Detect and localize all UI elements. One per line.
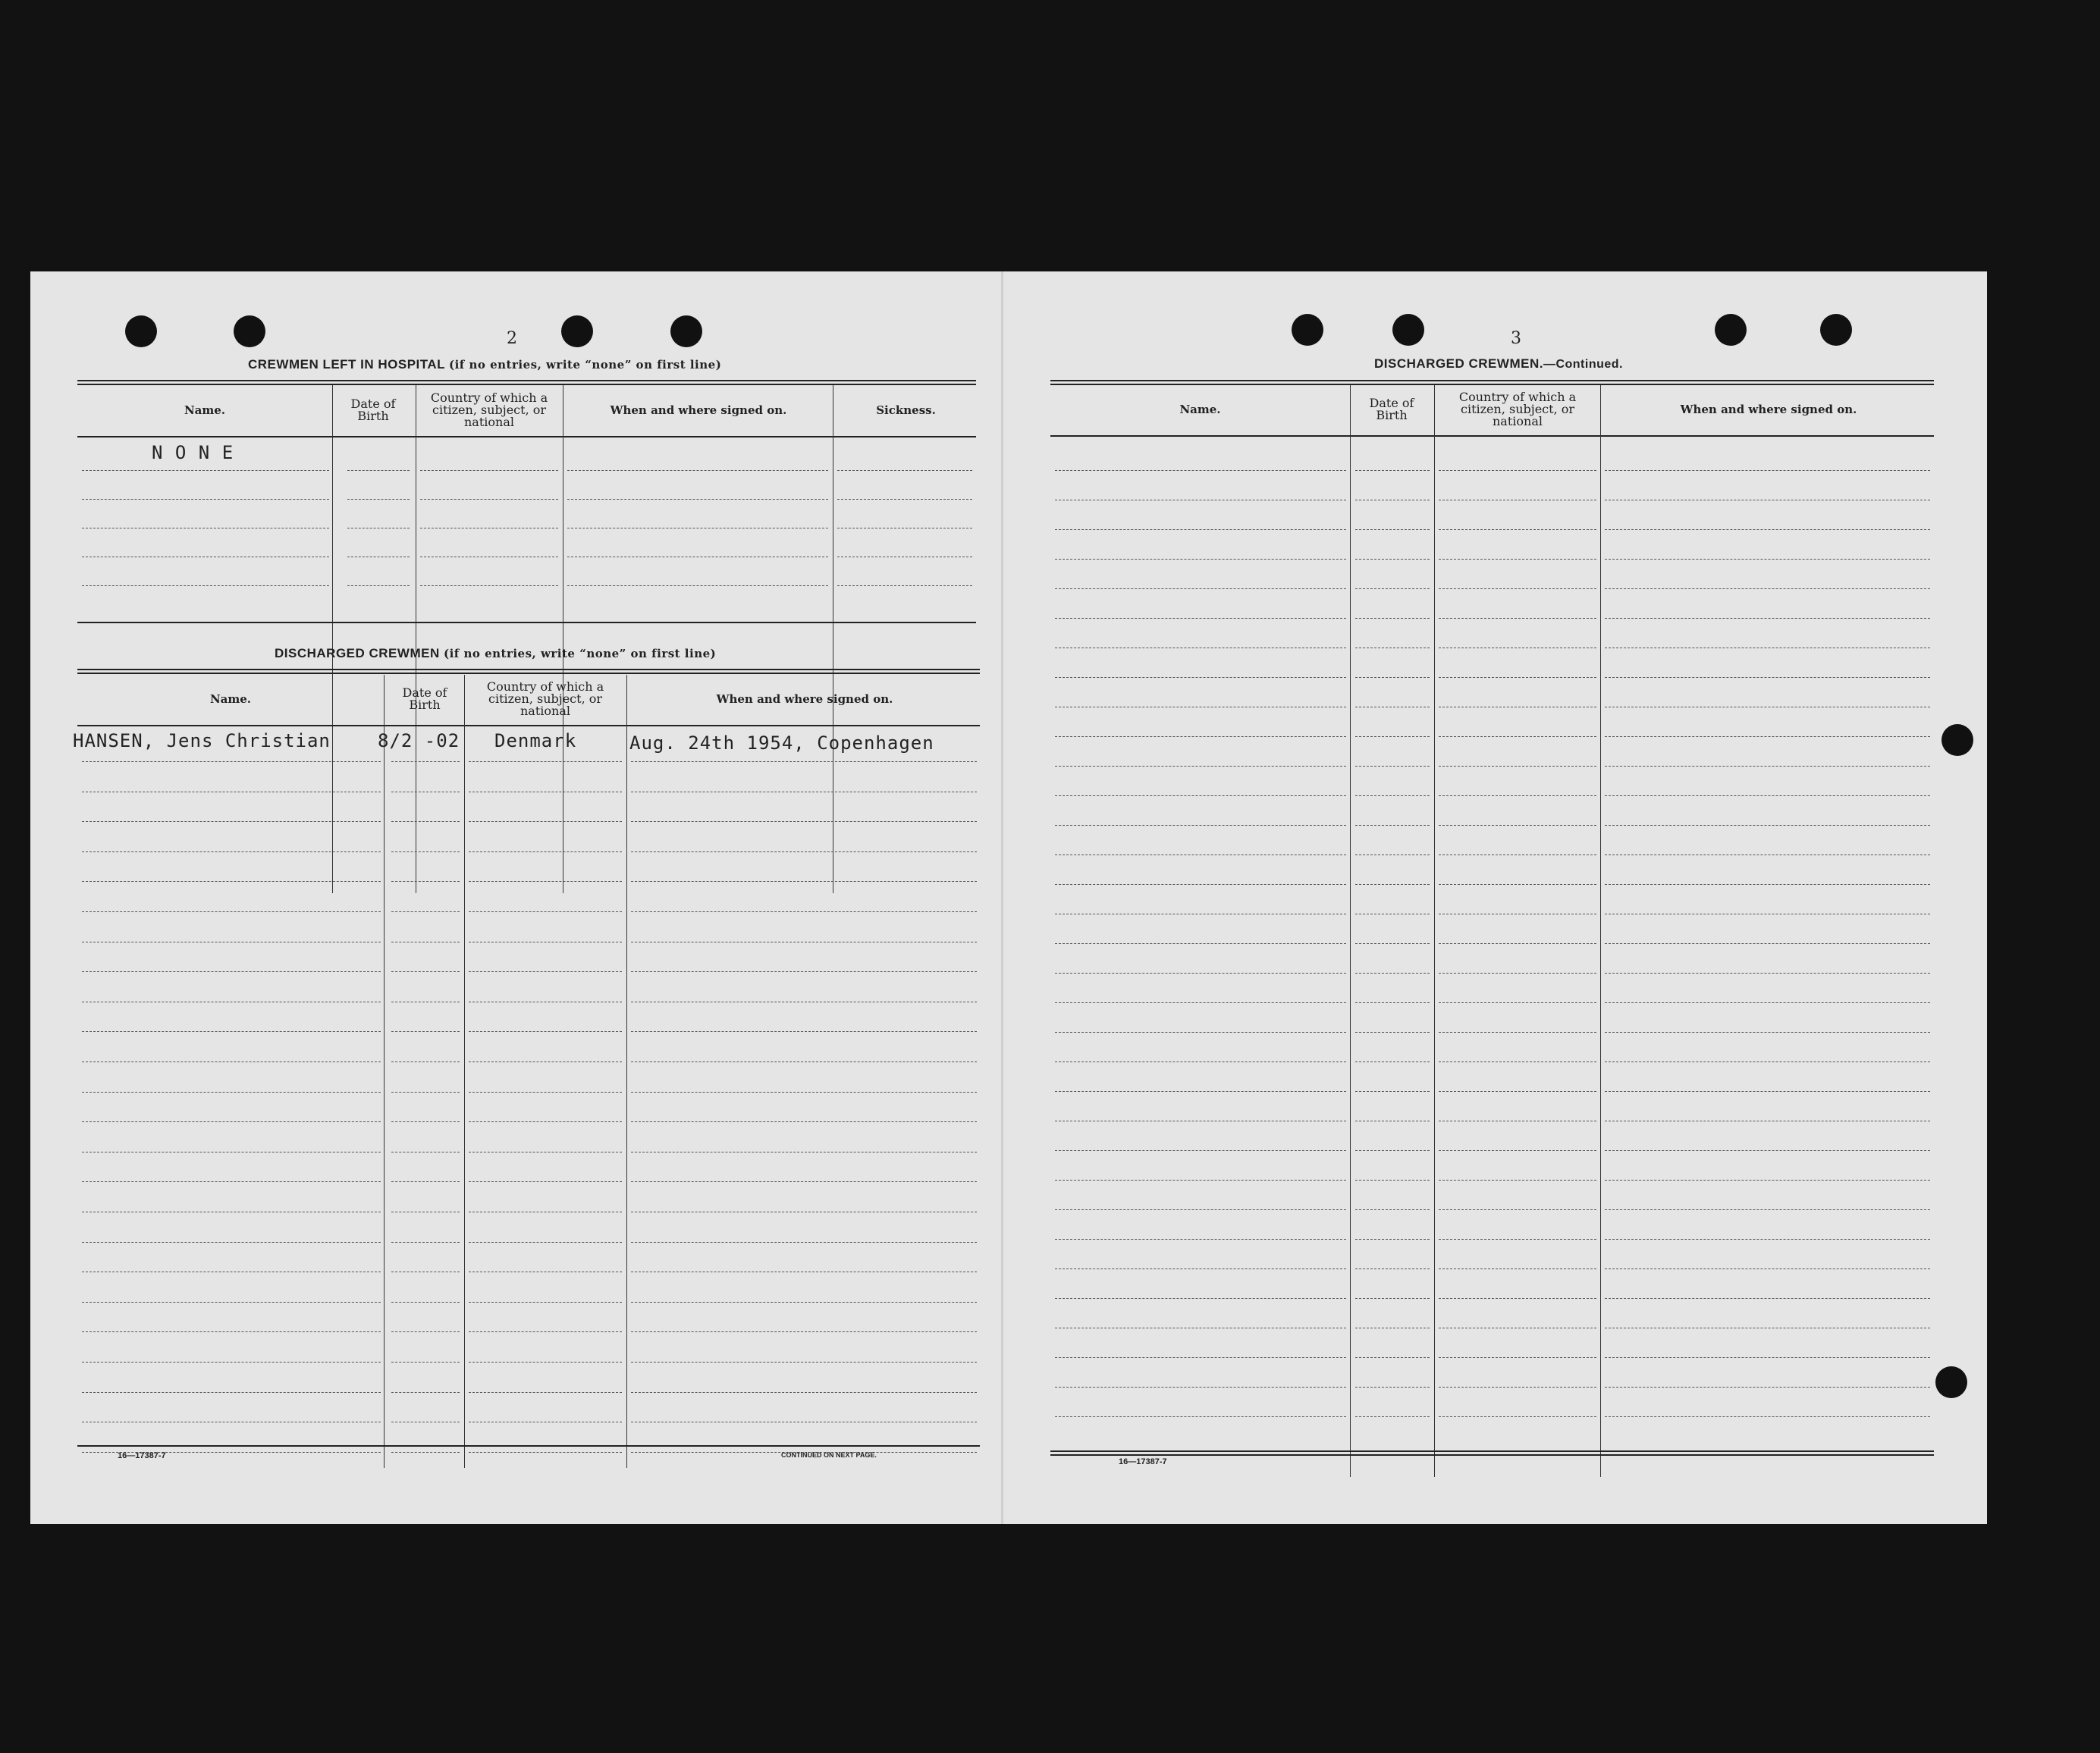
ruled-line	[391, 1452, 460, 1453]
right-col-dob: Date of Birth	[1369, 396, 1414, 422]
ruled-line	[1055, 1002, 1346, 1003]
discharged-title-note: (if no entries, write “none” on first line)	[443, 647, 717, 660]
ruled-line	[391, 821, 460, 822]
ruled-line	[82, 1031, 381, 1032]
ruled-line	[631, 1392, 977, 1393]
ruled-line	[469, 1121, 622, 1122]
ruled-line	[82, 911, 381, 912]
ruled-line	[469, 821, 622, 822]
ruled-line	[1055, 470, 1346, 471]
punch-hole	[1715, 314, 1747, 346]
ruled-line	[1439, 1209, 1596, 1210]
right-col-signed: When and where signed on.	[1680, 402, 1857, 416]
ruled-line	[420, 470, 558, 471]
ruled-line	[82, 499, 329, 500]
ruled-line	[82, 1181, 381, 1182]
ruled-line	[469, 881, 622, 882]
ruled-line	[391, 1362, 460, 1363]
discharged-col-divider	[626, 675, 627, 1468]
ruled-line	[82, 971, 381, 972]
ruled-line	[1439, 1091, 1596, 1092]
hospital-entry-none: N O N E	[152, 442, 234, 463]
ruled-line	[1439, 559, 1596, 560]
ruled-line	[420, 499, 558, 500]
page-fold	[1001, 271, 1003, 1524]
ruled-line	[631, 1302, 977, 1303]
right-col-divider	[1350, 385, 1351, 1477]
ruled-line	[82, 1392, 381, 1393]
ruled-line	[1605, 884, 1930, 885]
ruled-line	[469, 1302, 622, 1303]
ruled-line	[1439, 1298, 1596, 1299]
page-number: 3	[1511, 329, 1521, 348]
ruled-line	[631, 851, 977, 852]
ruled-line	[631, 1121, 977, 1122]
ruled-line	[1355, 677, 1430, 678]
ruled-line	[1055, 1239, 1346, 1240]
ruled-line	[837, 470, 972, 471]
ruled-line	[1355, 529, 1430, 530]
ruled-line	[1439, 1150, 1596, 1151]
ruled-line	[347, 470, 410, 471]
discharged-row1-dob: 8/2 -02	[378, 730, 460, 751]
ruled-line	[391, 881, 460, 882]
ruled-line	[1055, 1091, 1346, 1092]
ruled-line	[1055, 884, 1346, 885]
ruled-line	[1605, 529, 1930, 530]
ruled-line	[391, 1181, 460, 1182]
ruled-line	[420, 585, 558, 586]
ruled-line	[631, 971, 977, 972]
ruled-line	[1605, 588, 1930, 589]
discharged-col-divider	[384, 675, 385, 1468]
ruled-line	[1605, 559, 1930, 560]
ruled-line	[631, 1031, 977, 1032]
ruled-line	[631, 1181, 977, 1182]
ruled-line	[1055, 736, 1346, 737]
ruled-line	[1355, 1091, 1430, 1092]
ruled-line	[1055, 766, 1346, 767]
ruled-line	[1439, 1268, 1596, 1269]
discharged-col-signed: When and where signed on.	[716, 691, 893, 706]
ruled-line	[1605, 1416, 1930, 1417]
ruled-line	[1605, 618, 1930, 619]
ruled-line	[1355, 559, 1430, 560]
ruled-line	[469, 1452, 622, 1453]
ruled-line	[1055, 1416, 1346, 1417]
punch-hole	[561, 315, 593, 347]
ruled-line	[82, 881, 381, 882]
ruled-line	[1355, 766, 1430, 767]
ruled-line	[1439, 884, 1596, 885]
ruled-line	[82, 585, 329, 586]
ruled-line	[1355, 736, 1430, 737]
ruled-line	[1439, 825, 1596, 826]
ruled-line	[1055, 618, 1346, 619]
ruled-line	[1439, 677, 1596, 678]
ruled-line	[469, 1181, 622, 1182]
ruled-line	[82, 470, 329, 471]
ruled-line	[82, 821, 381, 822]
ruled-line	[1605, 1298, 1930, 1299]
ruled-line	[631, 911, 977, 912]
ruled-line	[1355, 1180, 1430, 1181]
discharged-row1-signed: Aug. 24th 1954, Copenhagen	[629, 732, 934, 754]
ruled-line	[82, 1331, 381, 1332]
ruled-line	[1355, 1357, 1430, 1358]
ruled-line	[1055, 677, 1346, 678]
right-bottom-rule	[1050, 1450, 1934, 1456]
ruled-line	[1055, 1357, 1346, 1358]
ruled-line	[1055, 1150, 1346, 1151]
ruled-line	[1355, 1002, 1430, 1003]
discharged-top-rule	[77, 669, 980, 674]
form-number: 16—17387-7	[1119, 1457, 1167, 1466]
ruled-line	[1605, 973, 1930, 974]
discharged-continued-title-note: —Continued.	[1543, 358, 1623, 371]
ruled-line	[837, 499, 972, 500]
discharged-row1-name: HANSEN, Jens Christian	[73, 730, 331, 751]
ruled-line	[1605, 1002, 1930, 1003]
ruled-line	[1055, 943, 1346, 944]
discharged-col-country: Country of which a citizen, subject, or national	[486, 679, 604, 718]
ruled-line	[1439, 973, 1596, 974]
ruled-line	[469, 1031, 622, 1032]
ruled-line	[1055, 1268, 1346, 1269]
continued-note: CONTINUED ON NEXT PAGE.	[781, 1451, 877, 1459]
punch-hole	[670, 315, 702, 347]
punch-hole	[1292, 314, 1323, 346]
ruled-line	[1055, 1298, 1346, 1299]
hospital-col-country: Country of which a citizen, subject, or national	[430, 390, 548, 429]
ruled-line	[1439, 1002, 1596, 1003]
ruled-line	[631, 761, 977, 762]
ruled-line	[391, 1092, 460, 1093]
ruled-line	[1355, 618, 1430, 619]
ruled-line	[1355, 884, 1430, 885]
ruled-line	[1439, 588, 1596, 589]
ruled-line	[469, 911, 622, 912]
ruled-line	[1439, 943, 1596, 944]
ruled-line	[567, 585, 828, 586]
right-top-rule	[1050, 380, 1934, 385]
right-col-country: Country of which a citizen, subject, or national	[1458, 390, 1577, 428]
ruled-line	[1355, 1032, 1430, 1033]
hospital-top-rule	[77, 380, 976, 385]
ruled-line	[1439, 618, 1596, 619]
ruled-line	[82, 761, 381, 762]
discharged-col-name: Name.	[209, 691, 252, 706]
ruled-line	[391, 851, 460, 852]
ruled-line	[1355, 1239, 1430, 1240]
discharged-section-title	[275, 646, 716, 661]
hospital-col-divider	[332, 385, 333, 893]
ruled-line	[1055, 1387, 1346, 1388]
hospital-title-note: (if no entries, write “none” on first line)	[449, 358, 722, 372]
ruled-line	[82, 1362, 381, 1363]
discharged-continued-title	[1374, 356, 1623, 372]
ruled-line	[1605, 1032, 1930, 1033]
ruled-line	[82, 1121, 381, 1122]
ruled-line	[1355, 1387, 1430, 1388]
ruled-line	[469, 851, 622, 852]
ruled-line	[1605, 1387, 1930, 1388]
ruled-line	[1055, 588, 1346, 589]
ruled-line	[391, 1392, 460, 1393]
ruled-line	[1439, 1032, 1596, 1033]
punch-hole	[1392, 314, 1424, 346]
discharged-col-dob: Date of Birth	[402, 685, 447, 712]
ruled-line	[469, 1092, 622, 1093]
hospital-col-signed: When and where signed on.	[610, 403, 787, 417]
ruled-line	[1605, 795, 1930, 796]
ruled-line	[1055, 1032, 1346, 1033]
ruled-line	[1055, 795, 1346, 796]
right-page	[1005, 271, 1987, 1524]
ruled-line	[631, 1092, 977, 1093]
hospital-col-name: Name.	[184, 403, 226, 417]
ruled-line	[391, 1331, 460, 1332]
hospital-col-dob: Date of Birth	[350, 397, 396, 423]
ruled-line	[391, 1302, 460, 1303]
discharged-header-rule	[77, 725, 980, 726]
ruled-line	[1605, 1209, 1930, 1210]
ruled-line	[1055, 1209, 1346, 1210]
ruled-line	[469, 1242, 622, 1243]
ruled-line	[631, 1242, 977, 1243]
ruled-line	[391, 761, 460, 762]
ruled-line	[1605, 766, 1930, 767]
ruled-line	[1355, 973, 1430, 974]
ruled-line	[1055, 973, 1346, 974]
ruled-line	[1439, 766, 1596, 767]
ruled-line	[1355, 1268, 1430, 1269]
ruled-line	[1355, 1298, 1430, 1299]
ruled-line	[391, 911, 460, 912]
ruled-line	[469, 1331, 622, 1332]
left-page	[30, 271, 1001, 1524]
ruled-line	[1605, 1357, 1930, 1358]
hospital-header-rule	[77, 436, 976, 437]
ruled-line	[837, 585, 972, 586]
ruled-line	[1605, 825, 1930, 826]
punch-hole	[1941, 724, 1973, 756]
ruled-line	[1355, 795, 1430, 796]
ruled-line	[1055, 825, 1346, 826]
ruled-line	[1439, 1180, 1596, 1181]
ruled-line	[631, 881, 977, 882]
ruled-line	[1355, 943, 1430, 944]
ruled-line	[469, 1392, 622, 1393]
punch-hole	[1820, 314, 1852, 346]
ruled-line	[1439, 1357, 1596, 1358]
right-col-divider	[1434, 385, 1435, 1477]
ruled-line	[391, 971, 460, 972]
ruled-line	[1439, 1387, 1596, 1388]
ruled-line	[391, 1242, 460, 1243]
ruled-line	[1605, 1180, 1930, 1181]
ruled-line	[1355, 470, 1430, 471]
ruled-line	[1605, 1268, 1930, 1269]
ruled-line	[391, 1121, 460, 1122]
ruled-line	[567, 499, 828, 500]
discharged-title-text: DISCHARGED CREWMEN	[275, 646, 440, 660]
discharged-row1-country: Denmark	[494, 730, 577, 751]
hospital-col-sickness: Sickness.	[876, 403, 936, 417]
ruled-line	[347, 499, 410, 500]
ruled-line	[1605, 470, 1930, 471]
ruled-line	[1355, 588, 1430, 589]
ruled-line	[82, 1242, 381, 1243]
right-header-rule	[1050, 435, 1934, 437]
ruled-line	[469, 1362, 622, 1363]
ruled-line	[1605, 1150, 1930, 1151]
ruled-line	[1355, 1416, 1430, 1417]
ruled-line	[1439, 529, 1596, 530]
ruled-line	[1055, 1180, 1346, 1181]
ruled-line	[82, 1092, 381, 1093]
ruled-line	[469, 761, 622, 762]
punch-hole	[125, 315, 157, 347]
discharged-bottom-rule	[77, 1445, 980, 1447]
form-number: 16—17387-7	[118, 1451, 166, 1460]
ruled-line	[347, 585, 410, 586]
ruled-line	[1055, 559, 1346, 560]
ruled-line	[469, 971, 622, 972]
ruled-line	[1605, 1091, 1930, 1092]
right-col-divider	[1600, 385, 1601, 1477]
ruled-line	[1055, 529, 1346, 530]
ruled-line	[1355, 1209, 1430, 1210]
ruled-line	[1439, 1416, 1596, 1417]
ruled-line	[1605, 677, 1930, 678]
right-col-name: Name.	[1179, 402, 1221, 416]
discharged-continued-title-text: DISCHARGED CREWMEN.	[1374, 356, 1543, 371]
ruled-line	[1439, 736, 1596, 737]
ruled-line	[1439, 1239, 1596, 1240]
ruled-line	[1605, 1239, 1930, 1240]
ruled-line	[82, 851, 381, 852]
ruled-line	[631, 1331, 977, 1332]
ruled-line	[567, 470, 828, 471]
discharged-col-divider	[464, 675, 465, 1468]
ruled-line	[1355, 825, 1430, 826]
punch-hole	[1935, 1366, 1967, 1398]
ruled-line	[1439, 795, 1596, 796]
document-sheet	[30, 271, 1987, 1524]
punch-hole	[234, 315, 265, 347]
ruled-line	[1605, 943, 1930, 944]
ruled-line	[391, 1031, 460, 1032]
ruled-line	[1355, 1150, 1430, 1151]
page-number: 2	[507, 329, 517, 348]
ruled-line	[1605, 736, 1930, 737]
ruled-line	[631, 821, 977, 822]
hospital-bottom-rule	[77, 622, 976, 623]
hospital-title-text: CREWMEN LEFT IN HOSPITAL	[248, 357, 445, 372]
ruled-line	[631, 1362, 977, 1363]
hospital-section-title	[248, 357, 721, 372]
ruled-line	[82, 1302, 381, 1303]
ruled-line	[1439, 470, 1596, 471]
